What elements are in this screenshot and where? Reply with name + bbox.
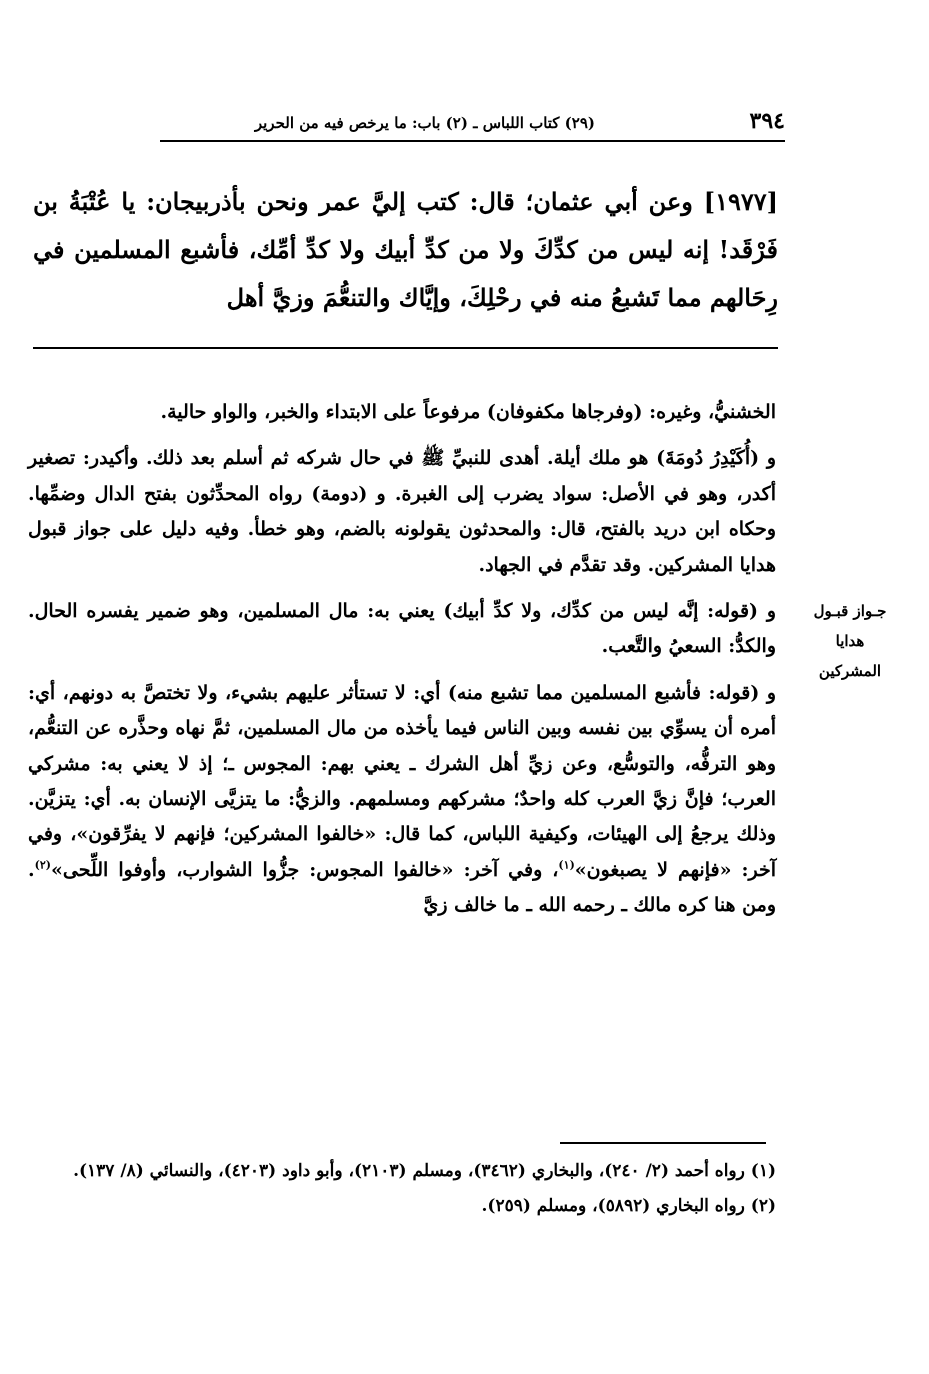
commentary-text: . ومن هنا كره مالك ـ رحمه الله ـ ما خالف زيَّ <box>28 858 776 917</box>
margin-note <box>800 596 900 686</box>
commentary-paragraph <box>28 676 776 924</box>
margin-note-line: هدايا <box>835 632 865 650</box>
margin-note-line: جـواز قبـول <box>813 602 887 620</box>
footnote-divider <box>560 1142 766 1144</box>
commentary-text: و (قوله: فأشبع المسلمين مما تشبع منه) أي: لا تستأثر عليهم بشيء، ولا تختصَّ به دونهم، أي: أمره أن يسوِّي بين نفسه وبين الناس فيما يأخذه من مال المسلمين، ثمَّ نهاه وحذَّره عن التنعُّم، وهو الترفُّه، والتوسُّع، وعن زيِّ أهل الشرك ـ يعني بهم: المجوس ـ؛ إذ لا يعني به: مشركي العرب؛ فإنَّ زيَّ العرب كله واحدٌ؛ مشركهم ومسلمهم. والزيُّ: ما يتزيَّى الإنسان به. أي: يتزيَّن. وذلك يرجعُ إلى الهيئات، وكيفية اللباس، كما قال: «خالفوا المشركين؛ فإنهم لا يفرِّقون»، وفي آخر: «فإنهم لا يصبغون» <box>28 681 776 881</box>
commentary-paragraph: و (أُكَيْدِرُ دُومَةَ) هو ملك أيلة. أهدى للنبيِّ ﷺ في حال شركه ثم أسلم بعد ذلك. وأكيدر: تصغير أكدر، وهو في الأصل: سواد يضرب إلى الغبرة. و (دومة) رواه المحدِّثون بفتح الدال وضمِّها. وحكاه ابن دريد بالفتح، قال: والمحدثون يقولونه بالضم، وهو خطأ. وفيه دليل على جواز قبول هدايا المشركين. وقد تقدَّم في الجهاد. <box>28 447 776 576</box>
commentary-paragraph: الخشنيُّ، وغيره: (وفرجاها مكفوفان) مرفوعاً على الابتداء والخبر، والواو حالية. <box>160 401 776 423</box>
hadith-text-block <box>33 178 778 322</box>
commentary-text: ، وفي آخر: «خالفوا المجوس: جزُّوا الشوارب، وأوفوا اللِّحى» <box>50 858 559 881</box>
footnotes-block <box>28 1154 776 1224</box>
running-head: (٢٩) كتاب اللباس ـ (٢) باب: ما يرخص فيه من الحرير <box>254 114 595 132</box>
hadith-divider <box>33 347 778 349</box>
hadith-text: وعن أبي عثمان؛ قال: كتب إليَّ عمر ونحن بأذربيجان: يا عُتْبَةُ بن فَرْقَد! إنه ليس من كدِّكَ ولا من كدِّ أبيك ولا كدِّ أمِّك، فأشبع المسلمين في رِحَالهم مما تَشبعُ منه في رحْلِكَ، وإيَّاك والتنعُّمَ وزيَّ أهل <box>33 187 778 312</box>
page-number: ٣٩٤ <box>749 108 785 134</box>
hadith-number: [١٩٧٧] <box>703 187 778 216</box>
footnote-1: (١) رواه أحمد (٢/ ٢٤٠)، والبخاري (٣٤٦٢)، ومسلم (٢١٠٣)، وأبو داود (٤٢٠٣)، والنسائي (٨/ ١٣٧). <box>73 1161 776 1181</box>
commentary-paragraph: و (قوله: إنَّه ليس من كدِّك، ولا كدِّ أبيك) يعني به: مال المسلمين، وهو ضمير يفسره الحال. والكدُّ: السعيُ والتَّعب. <box>28 600 776 658</box>
footnote-ref-1: (١) <box>558 858 575 872</box>
footnote-ref-2: (٢) <box>34 858 51 872</box>
margin-note-line: المشركين <box>818 662 882 680</box>
commentary-block <box>28 395 776 935</box>
page-header <box>160 108 785 142</box>
footnote-2: (٢) رواه البخاري (٥٨٩٢)، ومسلم (٢٥٩). <box>481 1196 776 1216</box>
